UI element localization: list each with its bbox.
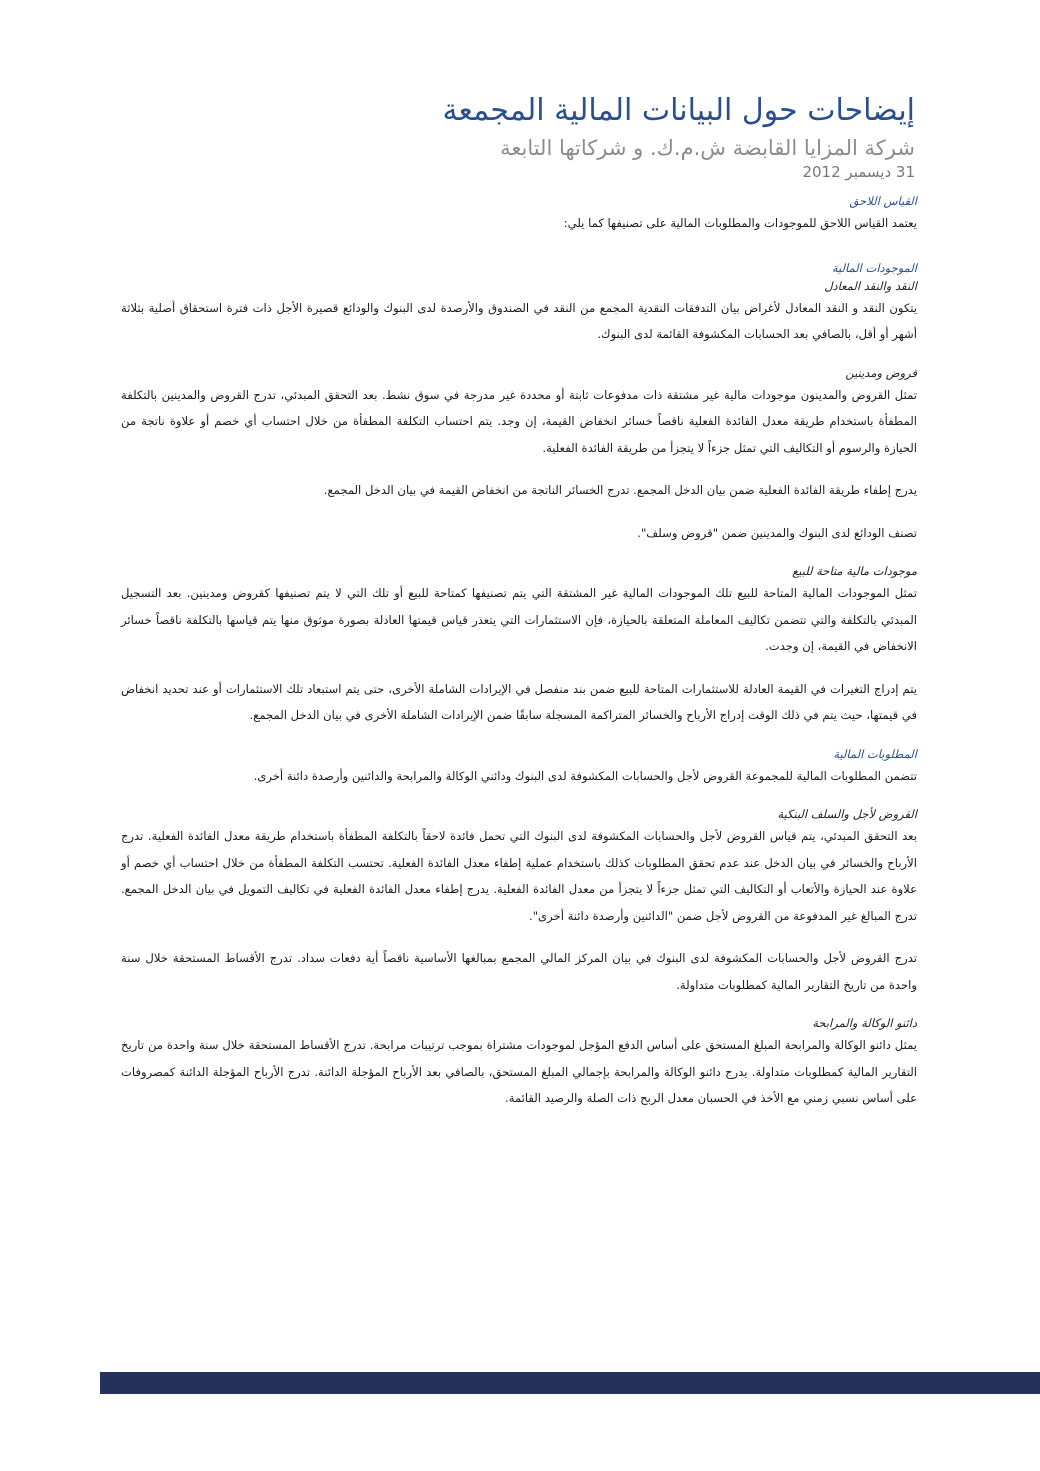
paragraph-loans-3: تصنف الودائع لدى البنوك والمدينين ضمن "قروض وسلف". <box>637 525 917 540</box>
subheading-loans: قروض ومدينين <box>845 365 917 380</box>
section-heading-subsequent-measurement: القياس اللاحق <box>849 194 917 208</box>
subheading-term-loans: القروض لأجل والسلف البنكية <box>777 807 917 821</box>
company-name: شركة المزايا القابضة ش.م.ك. و شركاتها التابعة <box>500 136 915 160</box>
section-heading-financial-liabilities: المطلوبات المالية <box>833 746 917 761</box>
document-body <box>121 192 917 1112</box>
footer-bar <box>100 1372 1040 1394</box>
paragraph-loans-2: يدرج إطفاء طريقة الفائدة الفعلية ضمن بيان الدخل المجمع. تدرج الخسائر الناتجة من انخفاض القيمة في بيان الدخل المجمع. <box>323 483 917 497</box>
page-title: إيضاحات حول البيانات المالية المجمعة <box>442 93 915 128</box>
paragraph-afs-2: يتم إدراج التغيرات في القيمة العادلة للاستثمارات المتاحة للبيع ضمن بند منفصل في الإيرادات الشاملة الأخرى، حتى يتم استبعاد تلك الاستثمارات أو عند تحديد انخفاض في قيمتها، حيث يتم في ذلك الوقت إدراج الأرباح والخسائر المتراكمة المسجلة سابقًا ضمن الإيرادات الشاملة الأخرى في بيان الدخل المجمع. <box>121 681 917 722</box>
document-header <box>115 90 915 182</box>
paragraph-wakala: يمثل دائنو الوكالة والمرابحة المبلغ المستحق على أساس الدفع المؤجل لموجودات مشتراة بموجب ترتيبات مرابحة. تدرج الأقساط المستحقة خلال سنة واحدة من تاريخ التقارير المالية كمطلوبات متداولة. يدرج دائنو الوكالة والمرابحة بإجمالي المبلغ المستحق، بالصافي بعد الأرباح المؤجلة الدائنة. تدرج الأرباح المؤجلة الدائنة كمصروفات على أساس نسبي زمني مع الأخذ في الحسبان معدل الربح ذات الصلة والرصيد القائمة. <box>121 1038 917 1105</box>
section-heading-financial-assets: الموجودات المالية <box>831 260 917 275</box>
subheading-cash: النقد والنقد المعادل <box>824 278 917 293</box>
paragraph-subsequent-measurement: يعتمد القياس اللاحق للموجودات والمطلوبات المالية على تصنيفها كما يلي: <box>563 216 917 230</box>
subheading-afs: موجودات مالية متاحة للبيع <box>792 564 917 578</box>
paragraph-afs-1: تمثل الموجودات المالية المتاحة للبيع تلك الموجودات المالية غير المشتقة التي يتم تصنيفها كمتاحة للبيع أو تلك التي لا يتم تصنيفها كقروض ومدينين. بعد التسجيل المبدئي بالتكلفة والتي تتضمن تكاليف المعاملة المتعلقة بالحيازة، فإن الاستثمارات التي يتعذر قياس قيمتها العادلة بصورة موثوق منها يتم قياسها بالتكلفة ناقصاً خسائر الانخفاض في القيمة، إن وجدت. <box>121 586 917 653</box>
subheading-wakala: دائنو الوكالة والمرابحة <box>812 1016 917 1030</box>
paragraph-liabilities-intro: تتضمن المطلوبات المالية للمجموعة القروض لأجل والحسابات المكشوفة لدى البنوك ودائني الوكالة والمرابحة والدائنين وأرصدة دائنة أخرى. <box>253 768 917 783</box>
report-date: 31 ديسمبر 2012 <box>802 163 915 181</box>
paragraph-loans-1: تمثل القروض والمدينون موجودات مالية غير مشتقة ذات مدفوعات ثابتة أو محددة غير مدرجة في سوق نشط. بعد التحقق المبدئي، تدرج القروض والمدينين بالتكلفة المطفأة باستخدام طريقة معدل الفائدة الفعلية ناقصاً خسائر انخفاض القيمة، إن وجد. يتم احتساب التكلفة المطفأة من خلال احتساب أي خصم أو علاوة ناتجة من الحيازة والرسوم أو التكاليف التي تمثل جزءاً لا يتجزأ من طريقة الفائدة الفعلية. <box>121 387 917 455</box>
paragraph-cash: يتكون النقد و النقد المعادل لأغراض بيان التدفقات النقدية المجمع من النقد في الصندوق والأرصدة لدى البنوك والودائع قصيرة الأجل ذات فترة استحقاق أصلية بثلاثة أشهر أو أقل، بالصافي بعد الحسابات المكشوفة القائمة لدى البنوك. <box>121 300 917 341</box>
paragraph-term-loans-1: بعد التحقق المبدئي، يتم قياس القروض لأجل والحسابات المكشوفة لدى البنوك التي تحمل فائدة لاحقاً بالتكلفة المطفأة باستخدام طريقة معدل الفائدة الفعلية. تدرج الأرباح والخسائر في بيان الدخل عند عدم تحقق المطلوبات كذلك باستخدام عملية إطفاء معدل الفائدة الفعلية. تحتسب التكلفة المطفأة من خلال احتساب أي خصم أو علاوة عند الحيازة والأتعاب أو التكاليف التي تمثل جزءاً لا يتجزأ من معدل الفائدة الفعلية. يدرج إطفاء معدل الفائدة الفعلية في تكاليف التمويل في بيان الدخل المجمع. تدرج المبالغ غير المدفوعة من القروض لأجل ضمن "الدائنين وأرصدة دائنة أخرى". <box>121 829 917 923</box>
paragraph-term-loans-2: تدرج القروض لأجل والحسابات المكشوفة لدى البنوك في بيان المركز المالي المجمع بمبالغها الأساسية ناقصاً أية دفعات سداد. تدرج الأقساط المستحقة خلال سنة واحدة من تاريخ التقارير المالية كمطلوبات متداولة. <box>121 951 917 992</box>
